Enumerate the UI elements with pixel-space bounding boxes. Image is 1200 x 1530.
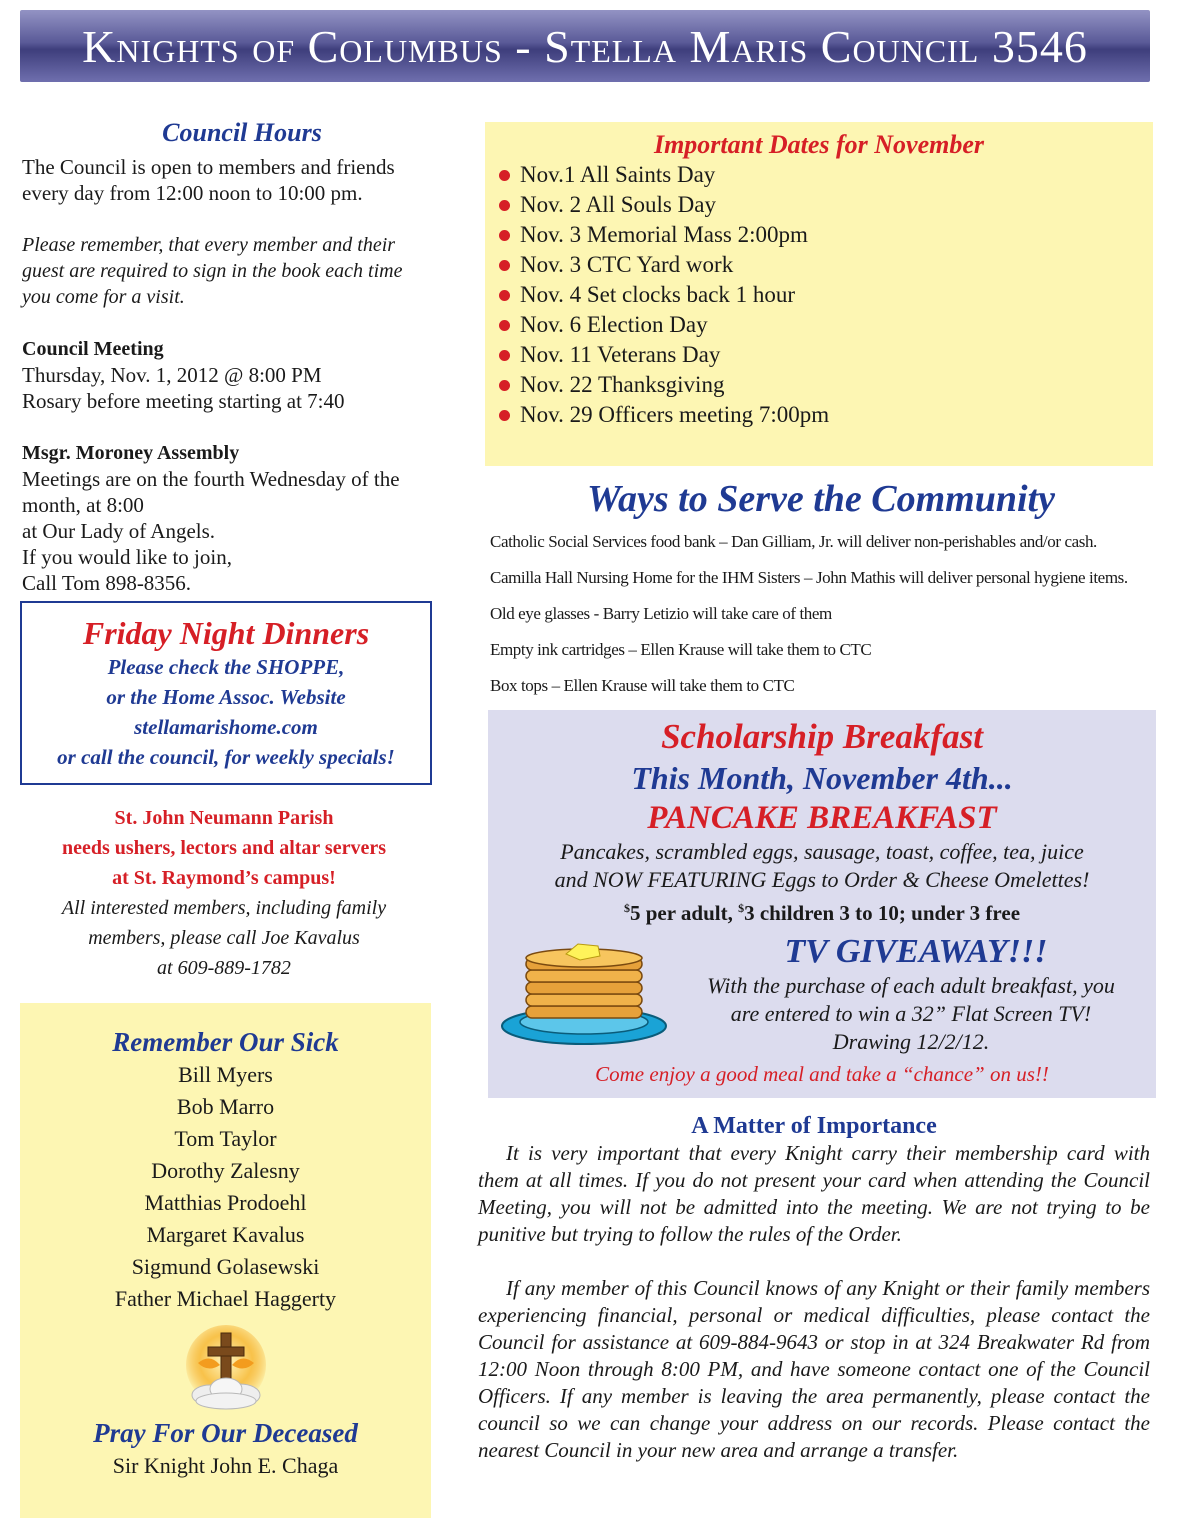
council-hours-line2: every day from 12:00 noon to 10:00 pm.: [22, 181, 363, 205]
red-dot-bullet: [499, 200, 510, 211]
red-dot-bullet: [499, 320, 510, 331]
date-item: Nov. 4 Set clocks back 1 hour: [485, 280, 1153, 310]
scholarship-breakfast-box: [488, 710, 1156, 1098]
serve-title: Ways to Serve the Community: [587, 478, 1055, 520]
sick-name: Dorothy Zalesny: [151, 1158, 300, 1183]
friday-line1: Please check the SHOPPE,: [107, 655, 345, 679]
red-dot-bullet: [499, 410, 510, 421]
price-child: 3 children 3 to 10; under 3 free: [744, 901, 1021, 925]
price-adult: 5 per adult,: [629, 901, 733, 925]
red-dot-bullet: [499, 380, 510, 391]
header-banner: [20, 10, 1150, 82]
friday-dinners-box: [20, 601, 432, 785]
currency-symbol: $: [738, 901, 745, 915]
serve-item: Empty ink cartridges – Ellen Krause will take them to CTC: [490, 640, 872, 659]
sick-name: Tom Taylor: [174, 1126, 277, 1151]
assembly-line2: month, at 8:00: [22, 493, 144, 517]
date-item: Nov. 11 Veterans Day: [485, 340, 1153, 370]
red-dot-bullet: [499, 170, 510, 181]
breakfast-name: PANCAKE BREAKFAST: [647, 800, 997, 836]
council-meeting-title: Council Meeting: [22, 338, 164, 360]
tv-giveaway-title: TV GIVEAWAY!!!: [784, 933, 1048, 970]
sick-name: Sigmund Golasewski: [131, 1254, 320, 1279]
red-dot-bullet: [499, 350, 510, 361]
friday-dinners-title: Friday Night Dinners: [82, 615, 370, 651]
council-hours-section: [22, 118, 462, 596]
serve-item: Camilla Hall Nursing Home for the IHM Sisters – John Mathis will deliver personal hygiene items.: [490, 568, 1128, 587]
important-dates-box: [485, 122, 1153, 466]
breakfast-closing: Come enjoy a good meal and take a “chance” on us!!: [595, 1062, 1049, 1086]
council-hours-note1: Please remember, that every member and their: [22, 234, 396, 256]
matter-section: [478, 1112, 1150, 1464]
parish-line2: needs ushers, lectors and altar servers: [61, 837, 387, 859]
date-item: Nov. 2 All Souls Day: [485, 190, 1153, 220]
date-item: Nov. 3 Memorial Mass 2:00pm: [485, 220, 1153, 250]
parish-notice: [20, 803, 428, 983]
council-hours-note2: guest are required to sign in the book each time: [22, 260, 403, 282]
date-item: Nov. 22 Thanksgiving: [485, 370, 1153, 400]
breakfast-menu2: and NOW FEATURING Eggs to Order & Cheese Omelettes!: [554, 867, 1090, 892]
assembly-line4: If you would like to join,: [22, 545, 232, 569]
friday-line2: or the Home Assoc. Website: [106, 685, 346, 709]
pancake-stack-icon: [496, 932, 672, 1048]
serve-item: Box tops – Ellen Krause will take them to CTC: [490, 676, 795, 695]
serve-item: Catholic Social Services food bank – Dan Gilliam, Jr. will deliver non-perishables and/or cash.: [490, 532, 1097, 551]
page-title: Knights of Columbus - Stella Maris Council 3546: [82, 20, 1088, 72]
assembly-line1: Meetings are on the fourth Wednesday of the: [22, 467, 400, 491]
breakfast-menu1: Pancakes, scrambled eggs, sausage, toast, coffee, tea, juice: [560, 839, 1084, 864]
sick-box: [20, 1003, 431, 1518]
currency-symbol: $: [623, 901, 630, 915]
sick-title: Remember Our Sick: [112, 1027, 339, 1057]
assembly-line5: Call Tom 898-8356.: [22, 571, 192, 595]
serve-item: Old eye glasses - Barry Letizio will take care of them: [490, 604, 832, 623]
assembly-title: Msgr. Moroney Assembly: [22, 442, 240, 464]
friday-line4: or call the council, for weekly specials!: [57, 745, 395, 769]
tv-line2: are entered to win a 32” Flat Screen TV!: [730, 1001, 1092, 1026]
red-dot-bullet: [499, 260, 510, 271]
dates-title: Important Dates for November: [653, 130, 985, 159]
date-item: Nov. 29 Officers meeting 7:00pm: [485, 400, 1153, 430]
matter-paragraph1: It is very important that every Knight carry their membership card with them at all times. If you do not present your card when attending the Council Meeting, you will not be admitted into the meeting. We are not trying to be punitive but trying to follow the rules of the Order.: [478, 1141, 1150, 1246]
date-item: Nov. 6 Election Day: [485, 310, 1153, 340]
tv-line3: Drawing 12/2/12.: [832, 1029, 990, 1054]
friday-website: stellamarishome.com: [134, 715, 318, 739]
date-item: Nov. 3 CTC Yard work: [485, 250, 1153, 280]
breakfast-title: Scholarship Breakfast: [661, 717, 983, 756]
parish-line3: at St. Raymond’s campus!: [112, 867, 336, 889]
date-item: Nov.1 All Saints Day: [485, 160, 1153, 190]
assembly-line3: at Our Lady of Angels.: [22, 519, 216, 543]
red-dot-bullet: [499, 230, 510, 241]
deceased-name: Sir Knight John E. Chaga: [112, 1453, 339, 1478]
cross-sunrise-icon: [180, 1323, 272, 1411]
parish-line1: St. John Neumann Parish: [114, 807, 334, 829]
council-hours-title: Council Hours: [162, 118, 322, 147]
matter-title: A Matter of Importance: [691, 1113, 937, 1139]
council-hours-note3: you come for a visit.: [22, 286, 185, 308]
sick-name: Margaret Kavalus: [146, 1222, 305, 1247]
breakfast-prices: [488, 894, 1156, 927]
breakfast-date: This Month, November 4th...: [631, 760, 1013, 796]
sick-name: Bill Myers: [178, 1062, 273, 1087]
matter-paragraph2: If any member of this Council knows of any Knight or their family members experiencing financial, personal or medical difficulties, please contact the Council for assistance at 609-884-9643 or stop in at 324 Breakwater Rd from 12:00 Noon through 8:00 PM, and have someone contact one of the Council Officers. If any member is leaving the area permanently, please contact the council so we can change your address on our records. Please contact the nearest Council in your new area and arrange a transfer.: [478, 1276, 1150, 1462]
sick-name: Matthias Prodoehl: [144, 1190, 307, 1215]
council-meeting-line1: Thursday, Nov. 1, 2012 @ 8:00 PM: [22, 363, 322, 387]
council-meeting-line2: Rosary before meeting starting at 7:40: [22, 389, 345, 413]
deceased-title: Pray For Our Deceased: [93, 1418, 358, 1448]
tv-line1: With the purchase of each adult breakfast, you: [707, 973, 1115, 998]
parish-line6: at 609-889-1782: [157, 957, 291, 979]
council-hours-line1: The Council is open to members and friends: [22, 155, 395, 179]
parish-line5: members, please call Joe Kavalus: [88, 927, 360, 949]
parish-line4: All interested members, including family: [61, 897, 387, 919]
red-dot-bullet: [499, 290, 510, 301]
sick-name: Father Michael Haggerty: [114, 1286, 337, 1311]
sick-name: Bob Marro: [176, 1094, 275, 1119]
